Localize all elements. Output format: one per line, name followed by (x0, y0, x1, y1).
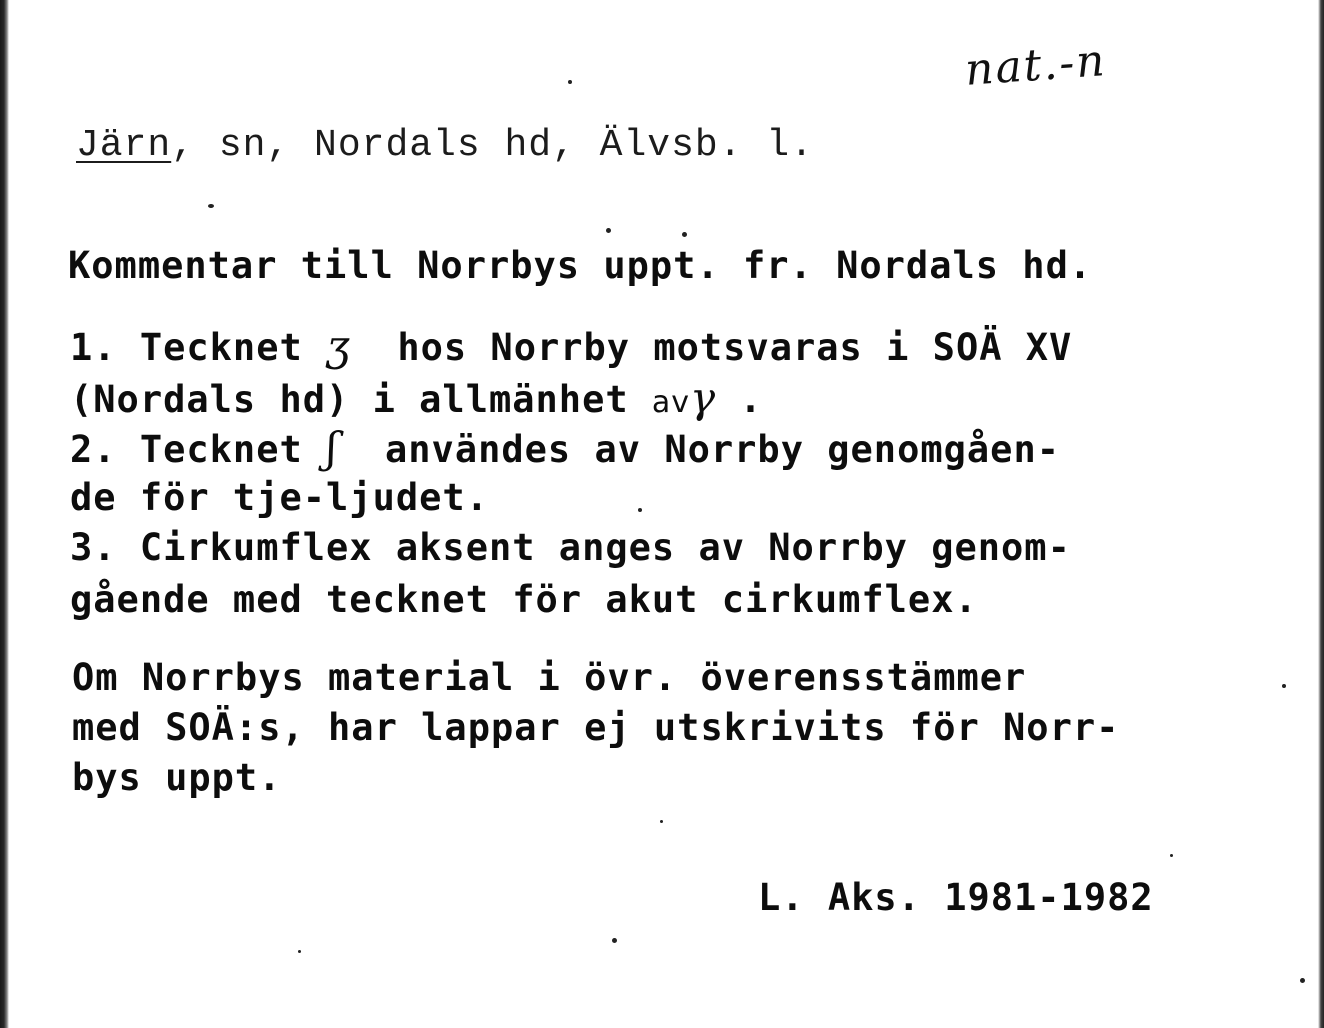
item-2-text-a: 2. Tecknet (70, 428, 327, 471)
signature: L. Aks. 1981-1982 (758, 876, 1154, 919)
item-1-text-c: (Nordals hd) i allmänhet (70, 378, 652, 421)
item-1-text-a: 1. Tecknet (70, 326, 327, 369)
speck (638, 508, 642, 512)
item-2-line-1 (70, 424, 1060, 474)
handwritten-note: nat.-n (963, 35, 1109, 96)
heading-rest: , sn, Nordals hd, Älvsb. l. (171, 124, 814, 167)
speck (612, 938, 617, 943)
closing-line-2: med SOÄ:s, har lappar ej utskrivits för Norr- (72, 706, 1120, 749)
speck (660, 820, 663, 823)
speck (208, 204, 214, 208)
card-heading (76, 122, 814, 170)
speck (1282, 684, 1286, 688)
item-1-text-d: . (716, 378, 763, 421)
item-2-text-b: användes av Norrby genomgåen- (338, 428, 1061, 471)
speck (298, 950, 301, 953)
heading-place: Järn (76, 124, 172, 167)
speck (1300, 978, 1305, 983)
speck (682, 232, 687, 237)
item-2-line-2: de för tje-ljudet. (70, 476, 489, 519)
speck (1170, 854, 1173, 857)
closing-line-3: bys uppt. (72, 756, 282, 799)
item-2-symbol-esh: ʃ (326, 423, 339, 472)
item-3-line-2: gående med tecknet för akut cirkumflex. (70, 578, 978, 621)
item-1-av: av (651, 385, 691, 420)
intro-line: Kommentar till Norrbys uppt. fr. Nordals hd. (68, 244, 1093, 287)
speck (606, 228, 611, 233)
item-1-line-1 (70, 322, 1072, 372)
item-1-line-2 (70, 374, 763, 427)
item-1-symbol-ezh: ʒ (326, 321, 351, 370)
item-3-line-1: 3. Cirkumflex aksent anges av Norrby genom- (70, 526, 1071, 569)
closing-line-1: Om Norrbys material i övr. överensstämmer (72, 656, 1027, 699)
item-1-symbol-gamma: γ (690, 373, 717, 422)
speck (568, 80, 572, 84)
card-left-edge (0, 0, 9, 1028)
card-right-edge (1318, 0, 1324, 1028)
item-1-text-b: hos Norrby motsvaras i SOÄ XV (350, 326, 1073, 369)
